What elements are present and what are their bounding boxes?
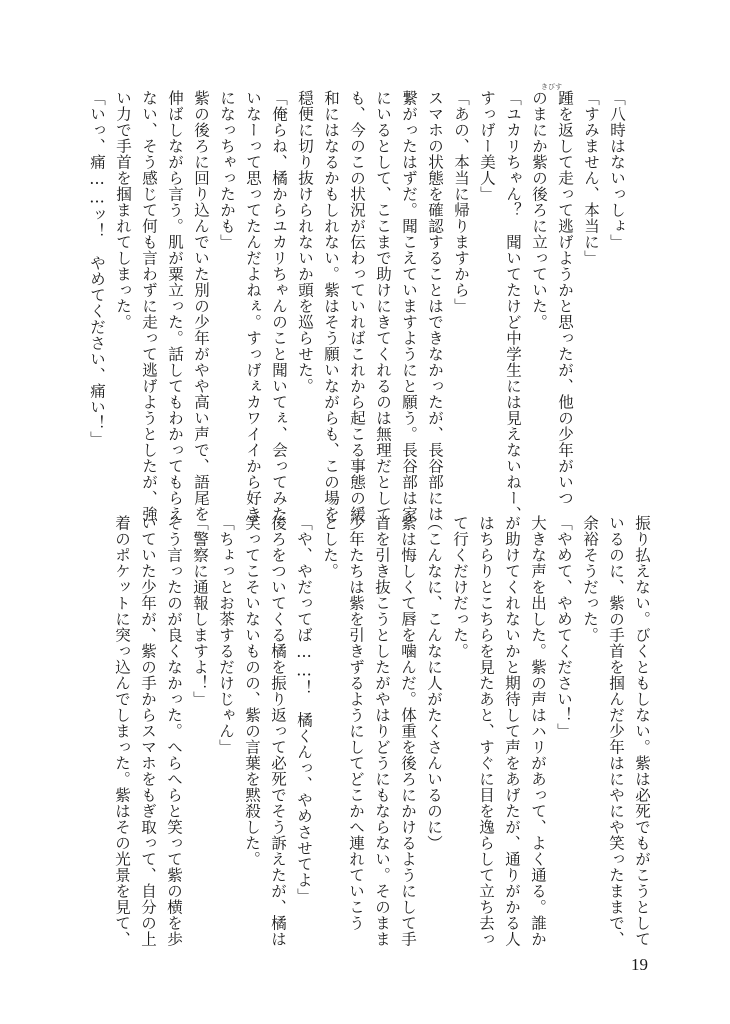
upper-text-block: [84, 90, 630, 530]
text-line: 「いっ、痛……ッ！ やめてください、痛い！」: [88, 90, 106, 447]
text-line: 繋がったはずだ。聞こえていますようにと願う。長谷部は家: [400, 90, 418, 522]
text-line: 「すみません、本当に」: [582, 90, 600, 266]
text-line: 後ろをついてくる橘を振り返って必死でそう訴えたが、橘は: [269, 515, 287, 947]
text-line: にいるとして、ここまで助けにきてくれるのは無理だとして: [374, 90, 392, 522]
text-line: て行くだけだった。: [451, 515, 469, 659]
text-line: すっげー美人」: [478, 90, 496, 202]
text-line: のまにか紫の後ろに立っていた。: [530, 90, 548, 330]
ruby-annotation: きびす: [541, 83, 562, 91]
text-line: が助けてくれないかと期待して声をあげたが、通りがかる人: [503, 515, 521, 947]
text-line: 穏便に切り抜けられないか頭を巡らせた。: [296, 90, 314, 394]
text-line: はちらりとこちらを見たあと、すぐに目を逸らして立ち去っ: [477, 515, 495, 947]
text-line: スマホの状態を確認することはできなかったが、長谷部には: [426, 90, 444, 522]
page-number: 19: [631, 955, 648, 974]
text-line: 「俺らね、橘からユカリちゃんのこと聞いてぇ、会ってみた: [270, 90, 288, 522]
text-line: 伸ばしながら言う。肌が粟立った。話してもわかってもらえ: [166, 90, 184, 522]
text-line: 和にはなるかもしれない。紫はそう願いながらも、この場を: [322, 90, 340, 522]
text-line: になっちゃったかも」: [218, 90, 236, 250]
text-line: 「警察に通報しますよ！」: [191, 515, 209, 707]
text-line: 踵を返して走って逃げようかと思ったが、他の少年がいつ: [556, 90, 574, 506]
text-line: 「ユカリちゃん？ 聞いてたけど中学生には見えないねー、: [504, 90, 522, 522]
text-line: 首を引き抜こうとしたがやはりどうにもならない。そのまま: [373, 515, 391, 947]
text-line: （こんなに、こんなに人がたくさんいるのに）: [425, 515, 443, 851]
text-line: 紫の後ろに回り込んでいた別の少年がやや高い声で、語尾を: [192, 90, 210, 522]
text-line: いていた少年が、紫の手からスマホをもぎ取って、自分の上: [139, 515, 157, 947]
text-line: 少年たちは紫を引きずるようにしてどこかへ連れていこう: [347, 515, 365, 931]
text-line: 「や、やだってば……！ 橘くんっ、やめさせてよ」: [295, 515, 313, 904]
text-line: 余裕そうだった。: [581, 515, 599, 643]
text-line: 紫は悔しくて唇を噛んだ。体重を後ろにかけるようにして手: [399, 515, 417, 947]
text-line: 「やめて、やめてください！」: [555, 515, 573, 739]
text-line: ない、そう感じて何も言わずに走って逃げようとしたが、強: [140, 90, 158, 522]
text-line: とした。: [321, 515, 339, 579]
text-line: も、今のこの状況が伝わっていればこれから起こる事態の緩: [348, 90, 366, 522]
text-line: 「あの、本当に帰りますから」: [452, 90, 470, 314]
lower-text-block: [109, 515, 655, 955]
text-line: い力で手首を掴まれてしまった。: [114, 90, 132, 330]
text-line: 「ちょっとお茶するだけじゃん」: [217, 515, 235, 755]
text-line: いなーって思ってたんだよねぇ。すっげぇカワイイから好き: [244, 90, 262, 522]
text-line: そう言ったのが良くなかった。へらへらと笑って紫の横を歩: [165, 515, 183, 947]
text-line: 「八時はないっしょ」: [608, 90, 626, 250]
text-line: 振り払えない。びくともしない。紫は必死でもがこうとして: [633, 515, 651, 947]
text-line: 笑ってこそいないものの、紫の言葉を黙殺した。: [243, 515, 261, 867]
text-line: 大きな声を出した。紫の声はハリがあって、よく通る。誰か: [529, 515, 547, 947]
text-line: 着のポケットに突っ込んでしまった。紫はその光景を見て、: [113, 515, 131, 947]
text-line: いるのに、紫の手首を掴んだ少年はにやにや笑ったままで、: [607, 515, 625, 947]
